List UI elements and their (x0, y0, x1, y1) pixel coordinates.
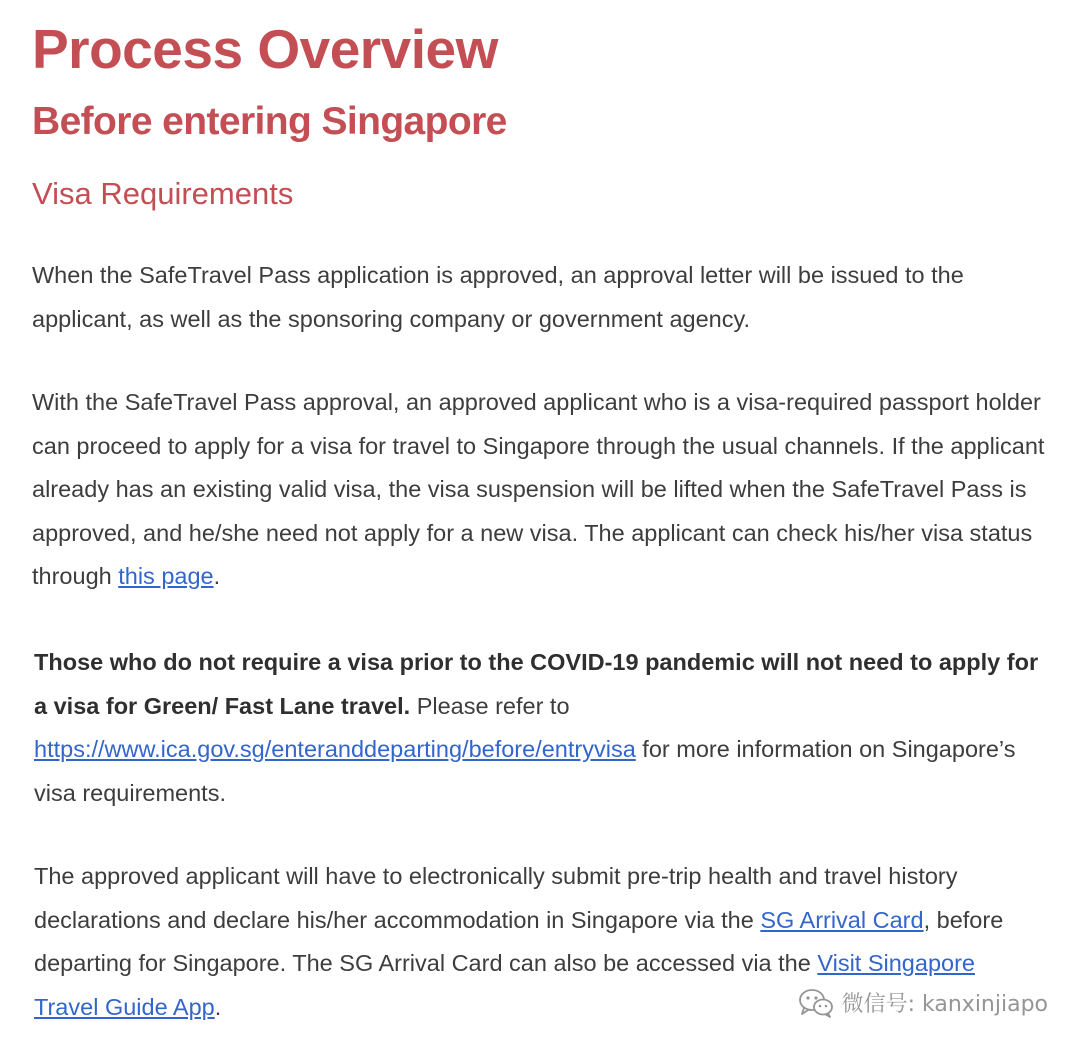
bold-notice: Those who do not require a visa prior to the COVID-19 pandemic will not need to apply for a visa for Green/ Fast Lane travel. (34, 649, 1039, 719)
this-page-link[interactable]: this page (118, 563, 214, 589)
paragraph-text: Please refer to (410, 692, 570, 719)
wechat-icon (798, 988, 834, 1018)
page-title: Process Overview (32, 18, 498, 80)
ica-entry-visa-link[interactable]: https://www.ica.gov.sg/enteranddeparting/before/entryvisa (34, 736, 636, 762)
sg-arrival-card-link[interactable]: SG Arrival Card (760, 906, 924, 933)
visit-singapore-app-link[interactable]: Visit Singapore Travel Guide App (34, 950, 975, 1020)
watermark-text: 微信号: kanxinjiapo (841, 992, 1048, 1017)
paragraph-text-middle: , before departing for Singapore. The SG Arrival Card can also be accessed via the (34, 906, 1004, 976)
paragraph-approval-letter: When the SafeTravel Pass application is approved, an approval letter will be issued to the applicant, as well as the sponsoring company or government agency. (32, 262, 964, 332)
section-heading-visa-requirements: Visa Requirements (32, 176, 294, 211)
paragraph-text: The approved applicant will have to electronically submit pre-trip health and travel history declarations and declare his/her accommodation in Singapore via the (34, 863, 958, 933)
paragraph-no-visa-required (34, 641, 1049, 815)
paragraph-text-end: for more information on Singapore’s visa requirements. (34, 736, 1016, 806)
paragraph-text: With the SafeTravel Pass approval, an approved applicant who is a visa-required passport holder can proceed to apply for a visa for travel to Singapore through the usual channels. If the applicant already has an existing valid visa, the visa suspension will be lifted when the SafeTravel Pass is approved, and he/she need not apply for a new visa. The applicant can check his/her visa status through (32, 389, 1045, 589)
wechat-watermark (798, 987, 1048, 1018)
paragraph-text-end: . (214, 993, 222, 1020)
paragraph-text-end: . (213, 563, 221, 589)
paragraph-visa-process (32, 381, 1052, 599)
page-subtitle: Before entering Singapore (32, 100, 507, 143)
